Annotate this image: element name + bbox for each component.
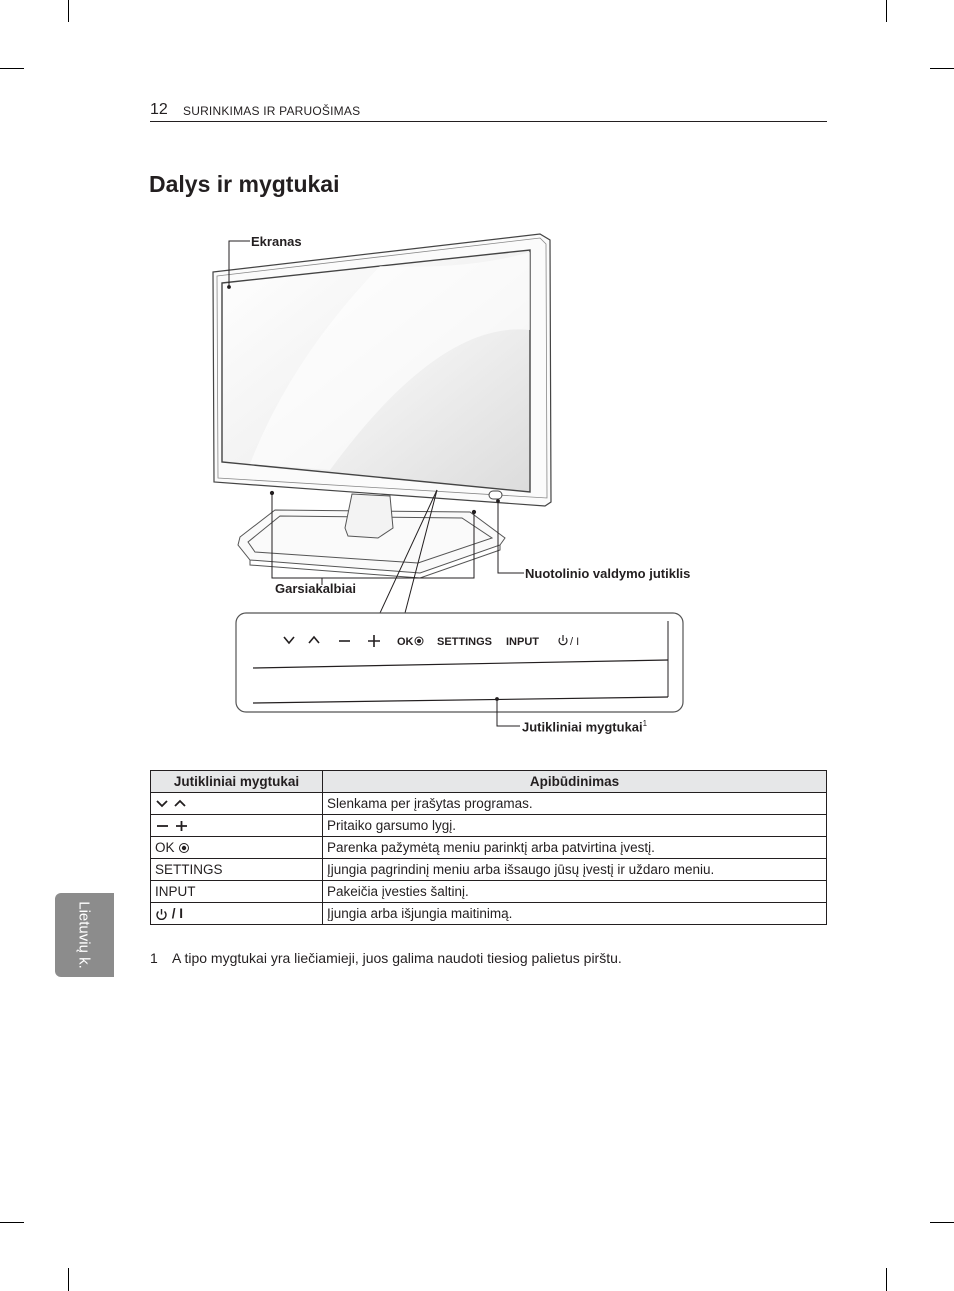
crop-mark — [0, 1222, 24, 1223]
table-cell-key — [151, 903, 323, 925]
crop-mark — [68, 1268, 69, 1291]
panel-ok-label: OK — [397, 636, 414, 648]
panel-power-label: / I — [570, 636, 580, 648]
chevron-up-icon — [173, 798, 187, 810]
table-row — [151, 793, 827, 815]
table-cell-key — [151, 815, 323, 837]
chevron-down-icon — [155, 798, 169, 810]
table-cell-key: SETTINGS — [151, 859, 323, 881]
table-cell-desc: Įjungia pagrindinį meniu arba išsaugo jūsų įvestį ir uždaro meniu. — [323, 859, 827, 881]
remote-sensor — [489, 491, 502, 499]
key-ok-label: OK — [155, 840, 175, 855]
table-cell-desc: Pakeičia įvesties šaltinį. — [323, 881, 827, 903]
table-cell-desc: Parenka pažymėtą meniu parinktį arba patvirtina įvestį. — [323, 837, 827, 859]
tv-screen — [222, 250, 530, 492]
table-cell-desc: Pritaiko garsumo lygį. — [323, 815, 827, 837]
table-header-buttons: Jutikliniai mygtukai — [151, 771, 323, 793]
callout-touch-buttons — [522, 719, 647, 734]
table-cell-key — [151, 793, 323, 815]
table-row — [151, 859, 827, 881]
crop-mark — [886, 1268, 887, 1291]
table-row — [151, 881, 827, 903]
footnote-ref: 1 — [642, 719, 648, 728]
language-tab-label: Lietuvių k. — [75, 901, 93, 969]
ok-circle-icon — [178, 842, 190, 854]
crop-mark — [930, 1222, 954, 1223]
crop-mark — [68, 0, 69, 22]
table-cell-key — [151, 837, 323, 859]
table-cell-key: INPUT — [151, 881, 323, 903]
table-header-row — [151, 771, 827, 793]
callout-touch-buttons-text: Jutikliniai mygtukai — [522, 719, 643, 735]
section-title: SURINKIMAS IR PARUOŠIMAS — [183, 104, 361, 118]
crop-mark — [930, 68, 954, 69]
callout-remote-sensor: Nuotolinio valdymo jutiklis — [525, 566, 691, 581]
power-icon — [155, 908, 168, 921]
page-title: Dalys ir mygtukai — [149, 171, 340, 197]
plus-icon — [175, 820, 189, 832]
panel-input-label: INPUT — [506, 636, 539, 648]
key-power-label: / I — [171, 906, 184, 921]
page-number: 12 — [150, 101, 168, 118]
tv-diagram — [200, 225, 740, 745]
table-row — [151, 837, 827, 859]
buttons-table — [150, 770, 827, 925]
callout-speakers: Garsiakalbiai — [275, 581, 356, 596]
panel-settings-label: SETTINGS — [437, 636, 493, 648]
table-row — [151, 815, 827, 837]
footnote — [150, 950, 622, 966]
crop-mark — [0, 68, 24, 69]
crop-mark — [886, 0, 887, 22]
table-cell-desc: Slenkama per įrašytas programas. — [323, 793, 827, 815]
footnote-text: A tipo mygtukai yra liečiamieji, juos galima naudoti tiesiog palietus pirštu. — [172, 950, 622, 966]
table-cell-desc: Įjungia arba išjungia maitinimą. — [323, 903, 827, 925]
callout-screen: Ekranas — [251, 234, 302, 249]
footnote-number: 1 — [150, 950, 158, 966]
touch-panel-zoom — [236, 613, 683, 726]
minus-icon — [155, 820, 171, 832]
table-header-description: Apibūdinimas — [323, 771, 827, 793]
table-row — [151, 903, 827, 925]
header-rule — [150, 121, 827, 122]
stand-neck — [345, 494, 393, 538]
